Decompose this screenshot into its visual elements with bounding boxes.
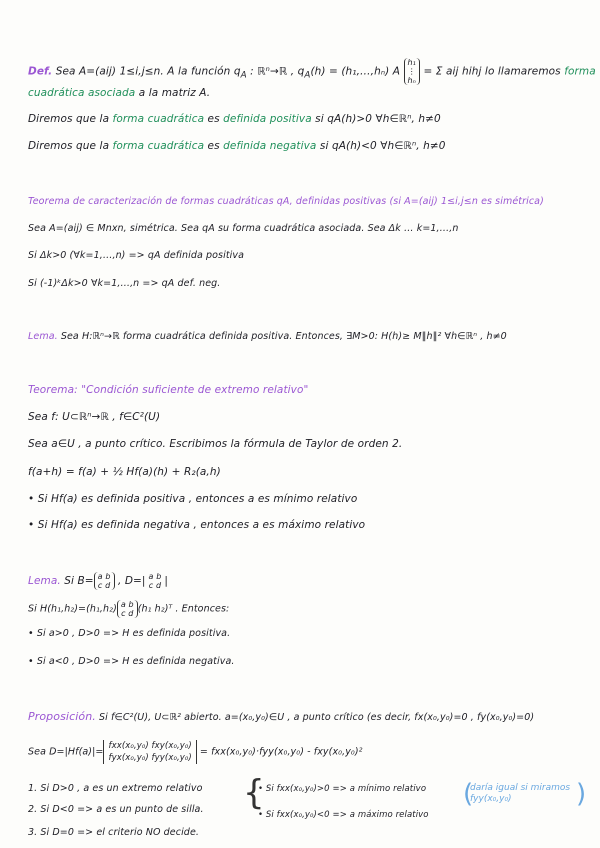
prop-text-2b: = fxx(x₀,y₀)·fyy(x₀,y₀) - fxy(x₀,y₀)² <box>196 746 363 758</box>
lema2-line-4: • Si a<0 , D>0 => H es definida negativa. <box>28 656 235 667</box>
prop-label: Proposición. <box>28 710 96 723</box>
def-sub-1: A <box>240 70 247 81</box>
def-vector-top: h₁ <box>407 58 416 67</box>
prop-item-3: 3. Si D=0 => el criterio NO decide. <box>28 827 200 838</box>
def-line-1 <box>28 58 596 85</box>
prop-item-1b: • Si fxx(x₀,y₀)<0 => a máximo relativo <box>258 810 429 820</box>
def-term-forma: forma <box>564 65 596 78</box>
prop-item-1a: • Si fxx(x₀,y₀)>0 => a mínimo relativo <box>258 784 427 794</box>
def-text-1c: : ℝⁿ→ℝ , q <box>246 65 305 78</box>
def-line-2 <box>28 86 586 100</box>
lema2-text-2a: Si H(h₁,h₂)=(h₁,h₂) <box>28 603 117 615</box>
side-note: daría igual si miramos fyy(x₀,y₀) <box>470 783 571 804</box>
lema2-text-1a: Si B= <box>60 575 94 587</box>
hessian-row-2: fyx(x₀,y₀) fyy(x₀,y₀) <box>108 753 192 763</box>
def-text-2: a la matriz A. <box>135 87 211 99</box>
prop-text-1: Si f∈C²(U), U⊂ℝ² abierto. a=(x₀,y₀)∈U , a punto crítico (es decir, fx(x₀,y₀)=0 , fy(x₀,y₀)=0) <box>95 712 535 723</box>
lema1-text: Sea H:ℝⁿ→ℝ forma cuadrática definida positiva. Entonces, ∃M>0: H(h)≥ M‖h‖² ∀h∈ℝⁿ , h≠0 <box>57 331 507 342</box>
lema1-label: Lema. <box>28 331 58 342</box>
hessian-det <box>103 740 196 764</box>
teorema1-line-1: Sea A=(aij) ∈ Mnxn, simétrica. Sea qA su forma cuadrática asociada. Sea Δk … k=1,…,n <box>28 223 459 234</box>
teorema2-line-4: • Si Hf(a) es definida positiva , entonces a es mínimo relativo <box>28 493 358 505</box>
def-term-4: forma cuadrática <box>112 140 205 152</box>
matrix-inline-top: a b <box>120 600 134 609</box>
def-line-4 <box>28 139 586 153</box>
prop-item-2: 2. Si D<0 => a es un punto de silla. <box>28 804 204 815</box>
def-vector-mid: ⋮ <box>407 67 416 76</box>
lema1-line <box>28 330 586 344</box>
def-text-4c: si qA(h)<0 ∀h∈ℝⁿ, h≠0 <box>316 140 446 152</box>
matrix-inline-bot: c d <box>121 609 134 618</box>
lema2-matrix-inline <box>117 600 138 618</box>
teorema2-line-2: Sea a∈U , a punto crítico. Escribimos la fórmula de Taylor de orden 2. <box>28 438 403 450</box>
teorema1-title: Teorema de caracterización de formas cuadráticas qA, definidas positivas (si A=(aij) 1≤i,j≤n es simétrica) <box>28 196 544 207</box>
prop-text-2a: Sea D=|Hf(a)|= <box>28 746 104 758</box>
def-term-positiva: definida positiva <box>223 113 312 125</box>
teorema1-line-3: Si (-1)ᵏΔk>0 ∀k=1,…,n => qA def. neg. <box>28 278 221 289</box>
def-text-1a: Sea A=(aij) 1≤i,j≤n. A la función q <box>55 65 241 78</box>
lema2-text-1c: | <box>164 575 169 587</box>
def-text-3c: si qA(h)>0 ∀h∈ℝⁿ, h≠0 <box>311 113 441 125</box>
teorema2-line-1: Sea f: U⊂ℝⁿ→ℝ , f∈C²(U) <box>28 411 161 423</box>
det-d-bot: c d <box>148 581 162 590</box>
lema2-matrix-b <box>94 572 115 590</box>
note-paren-left-icon: ( <box>463 779 474 809</box>
def-line-3 <box>28 112 586 126</box>
def-text-3a: Diremos que la <box>28 113 113 125</box>
teorema2-line-3: f(a+h) = f(a) + ½ Hf(a)(h) + R₂(a,h) <box>28 466 221 478</box>
def-sub-2: A <box>304 70 311 81</box>
lema2-text-2b: (h₁ h₂)ᵀ . Entonces: <box>137 603 230 615</box>
prop-line-1 <box>28 710 586 725</box>
lema2-label: Lema. <box>28 575 61 587</box>
lema2-text-1b: , D=| <box>114 575 146 587</box>
brace-icon: { <box>243 773 265 813</box>
def-label: Def. <box>28 65 53 78</box>
prop-line-2 <box>28 740 586 764</box>
def-text-3b: es <box>204 113 224 125</box>
lema2-det-d <box>146 572 165 590</box>
lema2-line-3: • Si a>0 , D>0 => H es definida positiva. <box>28 628 231 639</box>
def-vector <box>404 58 420 85</box>
def-text-4b: es <box>204 140 224 152</box>
def-term-cuadratica: cuadrática asociada <box>28 87 136 99</box>
teorema1-line-2: Si Δk>0 (∀k=1,…,n) => qA definida positiva <box>28 250 245 261</box>
det-d-top: a b <box>148 572 162 581</box>
def-term-3: forma cuadrática <box>112 113 205 125</box>
prop-item-1: 1. Si D>0 , a es un extremo relativo <box>28 783 203 794</box>
matrix-b-top: a b <box>97 572 111 581</box>
def-text-1e: (h) = (h₁,…,hₙ) A <box>310 65 401 78</box>
teorema2-line-5: • Si Hf(a) es definida negativa , entonces a es máximo relativo <box>28 519 366 531</box>
def-text-4a: Diremos que la <box>28 140 113 152</box>
matrix-b-bot: c d <box>97 581 111 590</box>
def-vector-bot: hₙ <box>407 76 416 85</box>
hessian-row-1: fxx(x₀,y₀) fxy(x₀,y₀) <box>108 741 192 751</box>
def-text-1f: = Σ aij hihj lo llamaremos <box>420 65 565 78</box>
teorema2-title: Teorema: "Condición suficiente de extremo relativo" <box>28 384 309 396</box>
def-term-negativa: definida negativa <box>223 140 317 152</box>
note-paren-right-icon: ) <box>576 779 587 809</box>
lema2-line-2 <box>28 600 586 618</box>
lema2-line-1 <box>28 572 586 590</box>
